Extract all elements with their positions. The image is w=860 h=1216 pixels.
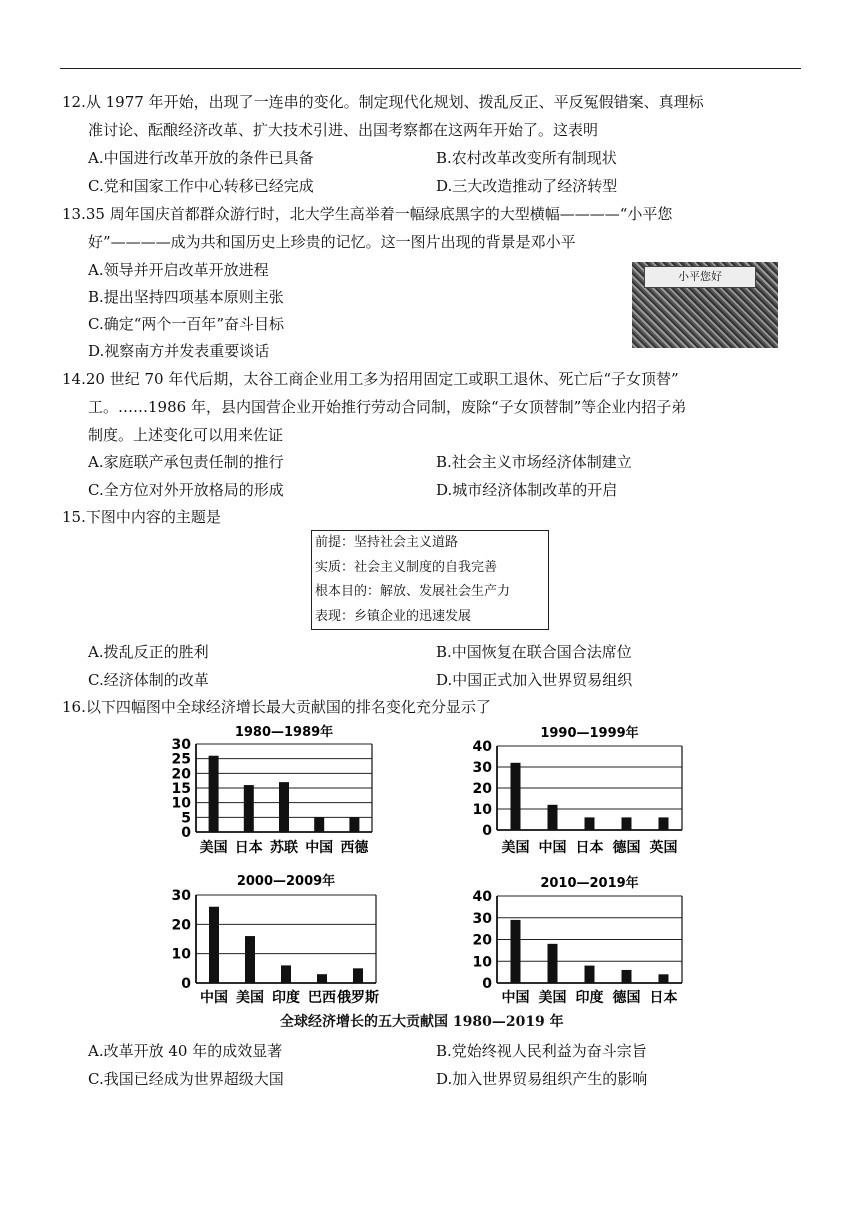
bar <box>279 782 289 832</box>
q15-box-line-goal: 根本目的：解放、发展社会生产力 <box>315 584 511 599</box>
y-tick-label: 20 <box>472 932 492 949</box>
y-tick-label: 15 <box>171 781 191 797</box>
q14-option-b[interactable]: B.社会主义市场经济体制建立 <box>436 453 632 471</box>
q15-option-a[interactable]: A.拨乱反正的胜利 <box>88 643 209 661</box>
bar <box>548 944 558 983</box>
q14-option-a[interactable]: A.家庭联产承包责任制的推行 <box>88 453 284 471</box>
bar <box>622 970 632 983</box>
y-tick-label: 0 <box>482 823 492 839</box>
bar <box>209 907 219 983</box>
y-tick-label: 40 <box>472 739 492 755</box>
q13-option-c[interactable]: C.确定“两个一百年”奋斗目标 <box>88 315 285 333</box>
bar-chart-1 <box>172 724 372 856</box>
bar-chart-4 <box>473 875 682 1006</box>
bar <box>659 817 669 830</box>
bar <box>349 817 359 832</box>
y-tick-label: 30 <box>472 760 492 776</box>
q16-stem: 16.以下四幅图中全球经济增长最大贡献国的排名变化充分显示了 <box>62 698 491 716</box>
y-tick-label: 10 <box>472 954 492 971</box>
q12-stem-line1: 12.从 1977 年开始，出现了一连串的变化。制定现代化规划、拨乱反正、平反冤假错案、真理标 <box>62 93 704 111</box>
q15-option-c[interactable]: C.经济体制的改革 <box>88 671 209 689</box>
bar <box>314 817 324 832</box>
y-tick-label: 20 <box>171 766 191 783</box>
bar <box>281 965 291 983</box>
y-tick-label: 10 <box>472 802 492 818</box>
q14-stem-line1: 14.20 世纪 70 年代后期，太谷工商企业用工多为招用固定工或职工退休、死亡后“子女顶替” <box>62 370 679 388</box>
x-tick-label: 印度 <box>272 990 300 1006</box>
x-tick-label: 中国 <box>538 840 567 856</box>
x-tick-label: 中国 <box>501 990 530 1006</box>
q12-option-c[interactable]: C.党和国家工作中心转移已经完成 <box>88 177 314 195</box>
q13-option-a[interactable]: A.领导并开启改革开放进程 <box>88 261 269 279</box>
q14-option-d[interactable]: D.城市经济体制改革的开启 <box>436 481 618 499</box>
q16-option-b[interactable]: B.党始终视人民利益为奋斗宗旨 <box>436 1042 647 1060</box>
y-tick-label: 30 <box>171 737 191 753</box>
bar <box>548 805 558 830</box>
y-tick-label: 20 <box>472 781 492 797</box>
q13-stem-line1: 13.35 周年国庆首都群众游行时，北大学生高举着一幅绿底黑字的大型横幅————“小平您 <box>62 205 673 223</box>
q15-option-b[interactable]: B.中国恢复在联合国合法席位 <box>436 643 632 661</box>
x-tick-label: 中国 <box>200 990 228 1006</box>
x-tick-label: 俄罗斯 <box>337 990 379 1006</box>
y-tick-label: 0 <box>181 825 191 841</box>
x-tick-label: 美国 <box>199 840 228 856</box>
x-tick-label: 德国 <box>612 840 641 856</box>
bar <box>659 974 669 983</box>
q12-option-b[interactable]: B.农村改革改变所有制现状 <box>436 149 617 167</box>
bar <box>209 756 219 832</box>
y-tick-label: 25 <box>171 751 191 768</box>
q16-chart-caption: 全球经济增长的五大贡献国 1980—2019 年 <box>280 1014 564 1030</box>
x-tick-label: 日本 <box>234 840 263 856</box>
q13-stem-line2: 好”————成为共和国历史上珍贵的记忆。这一图片出现的背景是邓小平 <box>88 233 576 251</box>
q15-box-line-premise: 前提：坚持社会主义道路 <box>315 535 459 550</box>
q13-option-b[interactable]: B.提出坚持四项基本原则主张 <box>88 288 284 306</box>
bar-chart-2 <box>473 725 682 856</box>
q16-option-c[interactable]: C.我国已经成为世界超级大国 <box>88 1070 284 1088</box>
x-tick-label: 中国 <box>305 840 334 856</box>
chart-title: 1980—1989年 <box>234 725 334 740</box>
q14-stem-line3: 制度。上述变化可以用来佐证 <box>88 426 284 444</box>
y-tick-label: 30 <box>472 910 492 927</box>
q13-option-d[interactable]: D.视察南方并发表重要谈话 <box>88 342 270 360</box>
bar <box>622 817 632 830</box>
y-tick-label: 0 <box>181 976 191 992</box>
x-tick-label: 日本 <box>649 990 678 1006</box>
x-tick-label: 美国 <box>501 840 530 856</box>
q16-option-d[interactable]: D.加入世界贸易组织产生的影响 <box>436 1070 648 1088</box>
bar <box>353 968 363 983</box>
bar <box>585 817 595 830</box>
y-tick-label: 10 <box>171 946 191 963</box>
bar <box>511 763 521 830</box>
x-tick-label: 美国 <box>236 990 264 1006</box>
y-tick-label: 10 <box>171 795 191 812</box>
y-tick-label: 20 <box>171 917 191 934</box>
bar <box>317 974 327 983</box>
q15-option-d[interactable]: D.中国正式加入世界贸易组织 <box>436 671 633 689</box>
q15-stem: 15.下图中内容的主题是 <box>62 508 221 526</box>
q15-box-line-manifestation: 表现：乡镇企业的迅速发展 <box>315 608 472 624</box>
bar <box>245 936 255 983</box>
bar <box>585 966 595 983</box>
q12-option-d[interactable]: D.三大改造推动了经济转型 <box>436 177 618 195</box>
x-tick-label: 印度 <box>575 990 604 1006</box>
y-tick-label: 40 <box>472 889 492 905</box>
q14-option-c[interactable]: C.全方位对外开放格局的形成 <box>88 481 284 499</box>
photo-banner-text: 小平您好 <box>644 266 756 288</box>
chart-title: 2000—2009年 <box>236 874 336 889</box>
chart-title: 2010—2019年 <box>540 876 639 891</box>
x-tick-label: 苏联 <box>270 840 298 856</box>
q15-box-line-essence: 实质：社会主义制度的自我完善 <box>315 559 498 575</box>
q16-option-a[interactable]: A.改革开放 40 年的成效显著 <box>88 1042 283 1060</box>
x-tick-label: 西德 <box>340 840 369 856</box>
y-tick-label: 0 <box>482 976 492 992</box>
chart-title: 1990—1999年 <box>540 726 639 741</box>
x-tick-label: 日本 <box>575 840 604 856</box>
x-tick-label: 德国 <box>612 990 641 1006</box>
q12-option-a[interactable]: A.中国进行改革开放的条件已具备 <box>88 149 314 167</box>
q12-stem-line2: 准讨论、酝酿经济改革、扩大技术引进、出国考察都在这两年开始了。这表明 <box>88 121 599 139</box>
bar-chart-3 <box>172 873 379 1006</box>
x-tick-label: 巴西 <box>308 990 336 1006</box>
bar <box>244 785 254 832</box>
y-tick-label: 30 <box>171 888 191 904</box>
y-tick-label: 5 <box>181 810 191 827</box>
x-tick-label: 美国 <box>538 990 567 1006</box>
x-tick-label: 英国 <box>649 840 678 856</box>
q14-stem-line2: 工。……1986 年，县内国营企业开始推行劳动合同制，废除“子女顶替制”等企业内招子弟 <box>88 398 687 416</box>
bar <box>511 920 521 983</box>
